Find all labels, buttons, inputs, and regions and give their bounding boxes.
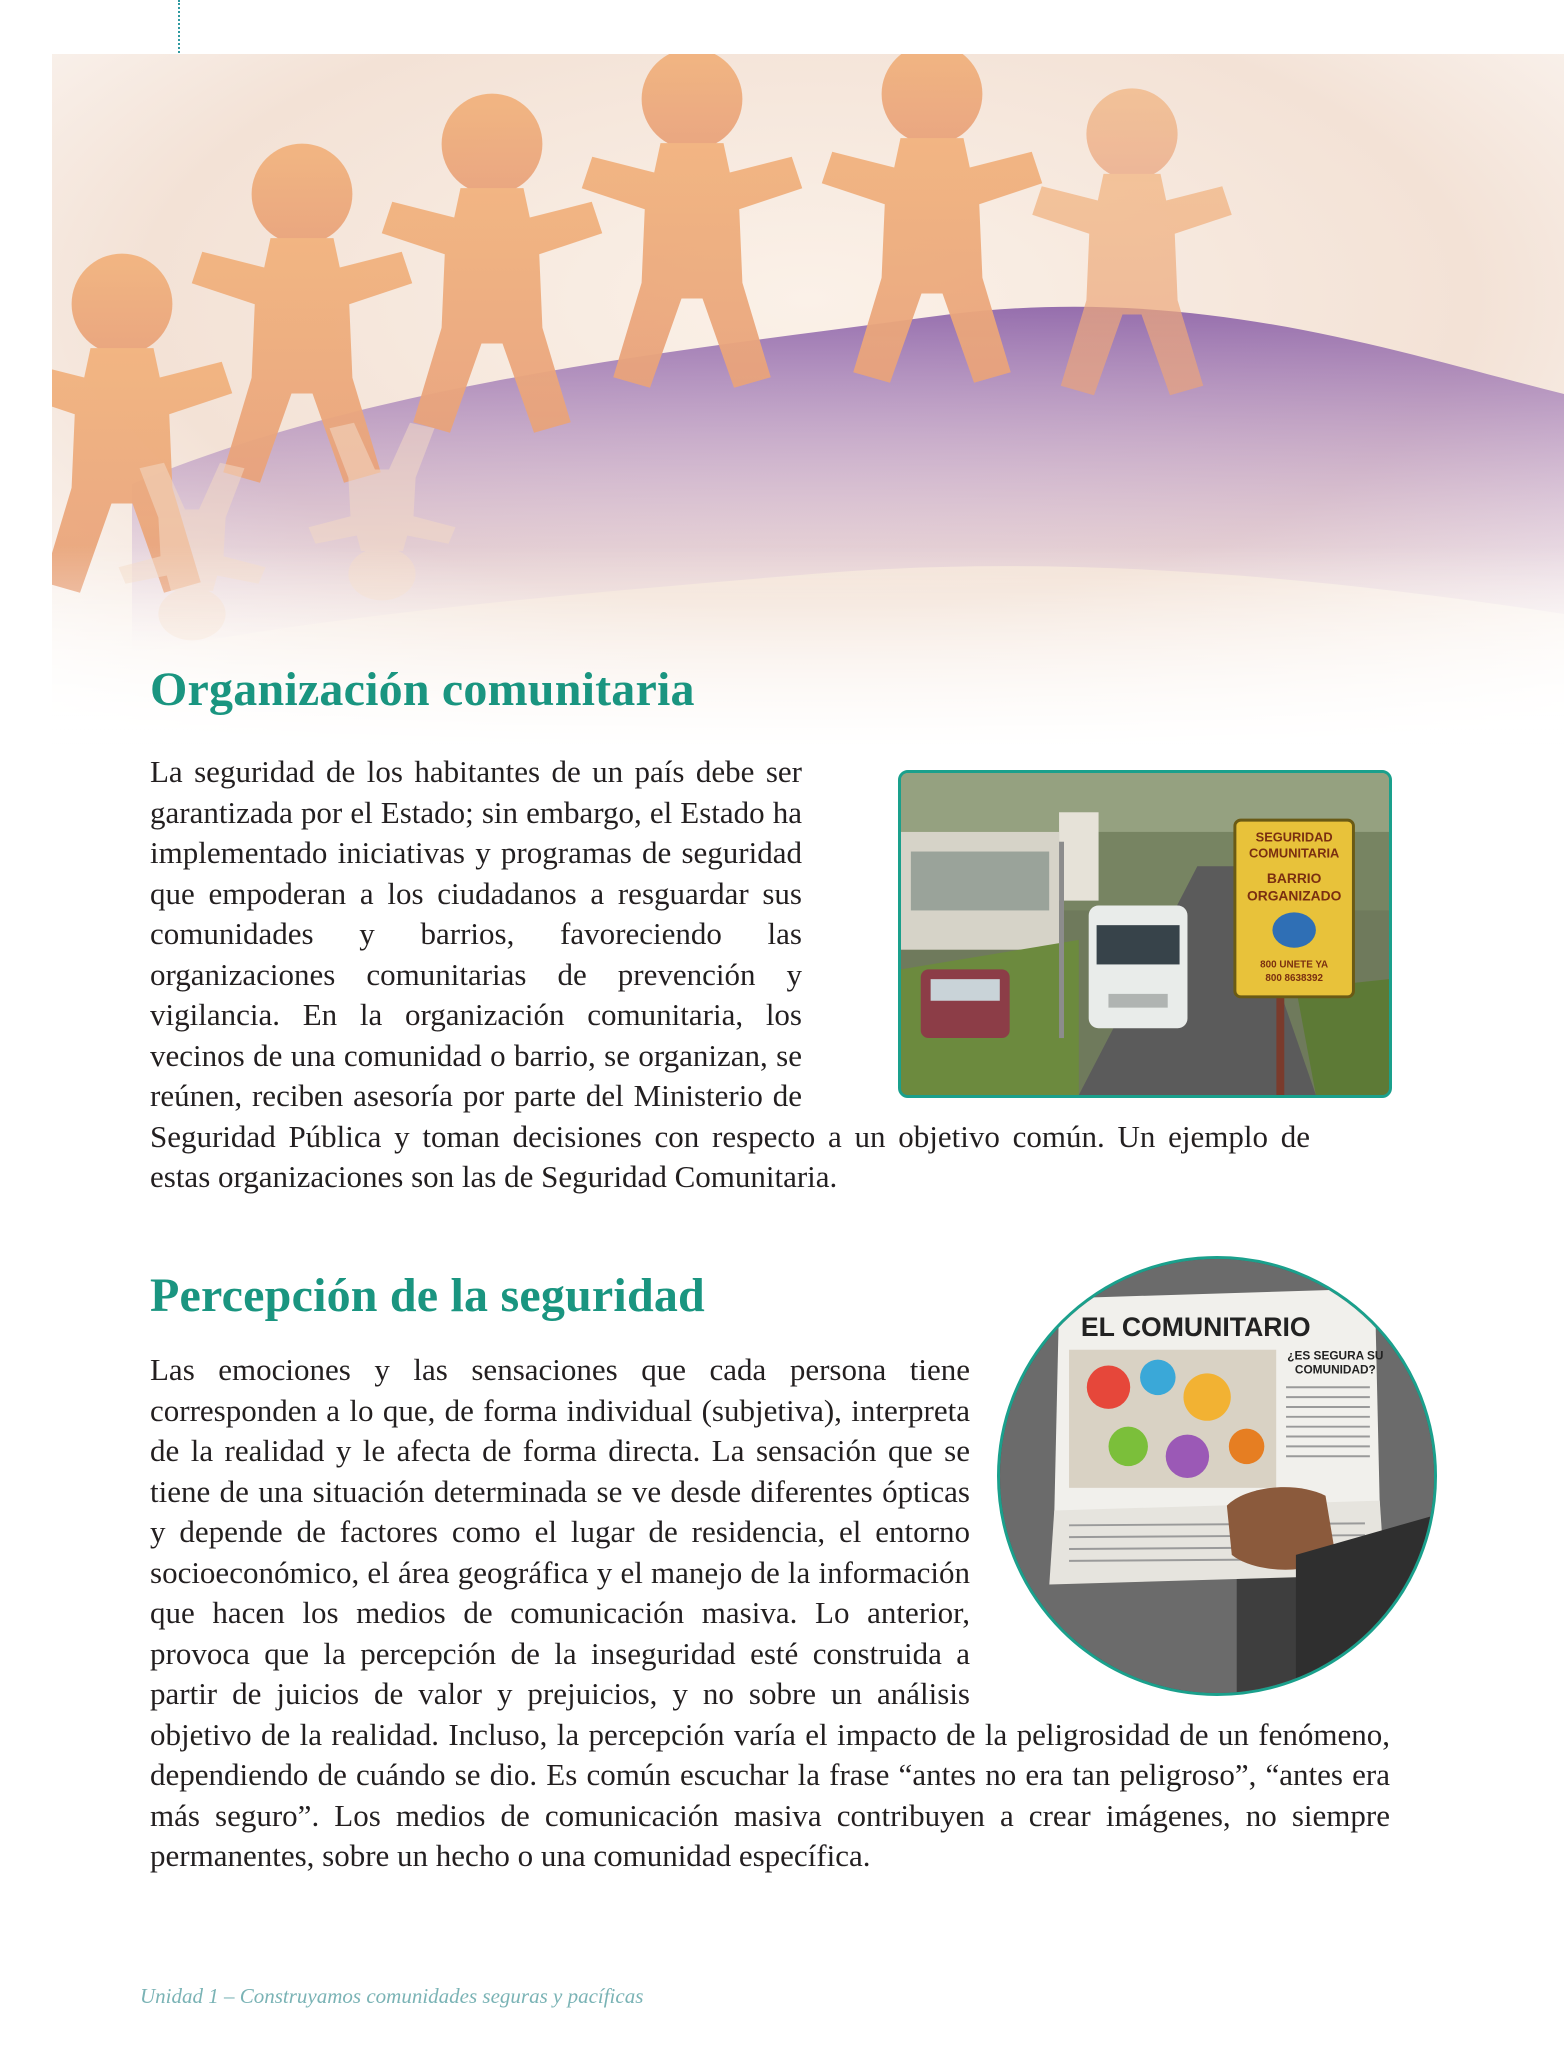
section-heading-percepcion: Percepción de la seguridad bbox=[150, 1269, 705, 1322]
hero-paper-chain-image bbox=[52, 54, 1564, 754]
photo-newspaper-reader bbox=[997, 1256, 1437, 1696]
sign-line-1: SEGURIDAD bbox=[1255, 829, 1333, 845]
sign-line-3: BARRIO bbox=[1266, 870, 1322, 886]
newspaper-headline-2: COMUNIDAD? bbox=[1294, 1362, 1376, 1377]
sign-line-2: COMUNITARIA bbox=[1249, 845, 1340, 861]
sign-shield-icon bbox=[1272, 912, 1315, 947]
sign-line-5: 800 UNETE YA bbox=[1260, 959, 1329, 971]
page-footer: Unidad 1 – Construyamos comunidades seguras y pacíficas bbox=[140, 1984, 644, 2008]
section-text-organizacion-body: La seguridad de los habitantes de un país debe ser garantizada por el Estado; sin embargo, el Estado ha implementado iniciativas y programas de seguridad que empoderan a los ciudadanos a resguardar sus comunidades y barrios, favoreciendo las organizaciones comunitarias de prevención y vigilancia. En la organización comunitaria, los vecinos de una comunidad o barrio, se organizan, se reúnen, reciben asesoría por parte del Ministerio de Seguridad Pública y toman decisiones con respecto a un objetivo común. Un ejemplo de estas organizaciones son las de Seguridad Comunitaria. bbox=[150, 754, 1310, 1194]
section-text-percepcion-body: Las emociones y las sensaciones que cada persona tiene corresponden a lo que, de forma individual (subjetiva), interpreta de la realidad y le afecta de forma directa. La sensación que se tiene de una situación determinada se ve desde diferentes ópticas y depende de factores como el lugar de residencia, el entorno socioeconómico, el área geográfica y el manejo de la información que hacen los medios de comunicación masiva. Lo anterior, provoca que la percepción de la inseguridad esté construida a partir de juicios de valor y prejuicios, y no sobre un análisis objetivo de la realidad. Incluso, la percepción varía el impacto de la peligrosidad de un fenómeno, dependiendo de cuándo se dio. Es común escuchar la frase “antes no era tan peligroso”, “antes era más seguro”. Los medios de comunicación masiva contribuyen a crear imágenes, no siempre permanentes, sobre un hecho o una comunidad específica. bbox=[150, 1352, 1390, 1873]
photo-community-security-street bbox=[898, 770, 1392, 1098]
newspaper-masthead: EL COMUNITARIO bbox=[1080, 1311, 1311, 1342]
section-heading-organizacion: Organización comunitaria bbox=[150, 663, 695, 716]
newspaper-headline-1: ¿ES SEGURA SU bbox=[1287, 1348, 1384, 1363]
sign-line-4: ORGANIZADO bbox=[1246, 888, 1342, 904]
sign-line-6: 800 8638392 bbox=[1265, 973, 1323, 985]
